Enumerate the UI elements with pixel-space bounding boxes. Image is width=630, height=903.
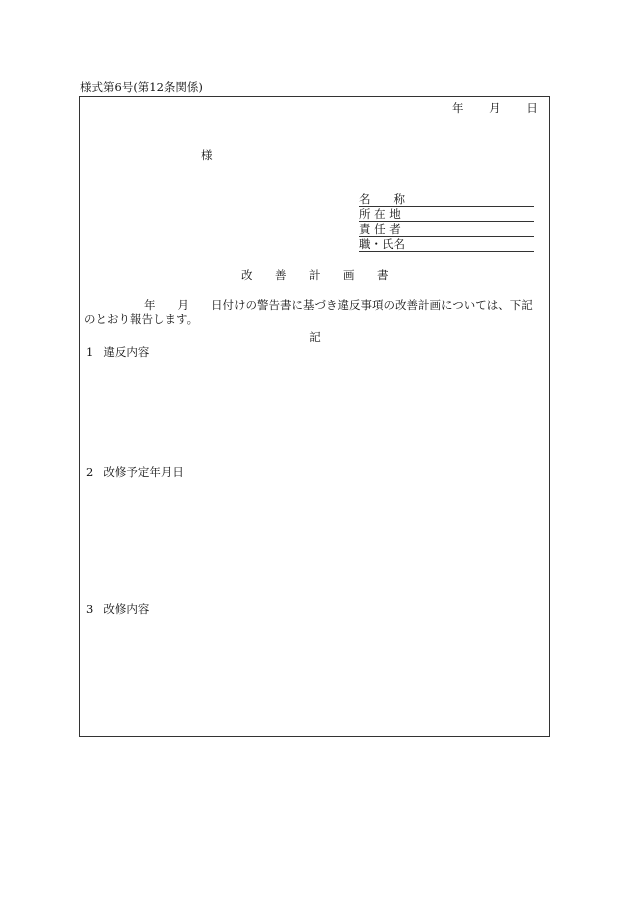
body-year: 年 [144,298,156,312]
title-char: 計 [309,268,321,282]
section-2-label: 改修予定年月日 [103,465,184,479]
date-day: 日 [526,101,538,115]
form-number-label: 様式第6号(第12条関係) [80,80,203,94]
title-char: 書 [377,268,389,282]
addressee-suffix: 様 [201,148,213,162]
title-char: 善 [275,268,287,282]
field-location [359,207,534,222]
date-year: 年 [452,101,464,115]
body-line-rest: 日付けの警告書に基づき違反事項の改善計画については、下記 [211,298,533,312]
field-name [359,192,534,207]
title-char: 改 [241,268,253,282]
section-2-number: 2 [86,465,94,479]
field-location-label: 所 在 地 [359,207,401,221]
section-1-label: 違反内容 [103,345,150,359]
field-title-name-label: 職・氏名 [359,237,405,251]
field-responsible [359,222,534,237]
section-1 [86,345,149,359]
section-3-label: 改修内容 [103,602,150,616]
section-3-number: 3 [86,602,94,616]
date-line [452,101,538,115]
body-month: 月 [177,298,189,312]
document-title [0,268,630,282]
date-month: 月 [489,101,501,115]
title-char: 画 [343,268,355,282]
section-2 [86,465,184,479]
section-1-number: 1 [86,345,94,359]
field-title-name [359,237,534,252]
section-3 [86,602,149,616]
ki-heading: 記 [309,330,321,344]
body-line2: のとおり報告します。 [84,312,199,326]
field-name-label: 名 称 [359,192,405,206]
body-paragraph [86,298,548,326]
field-responsible-label: 責 任 者 [359,222,401,236]
